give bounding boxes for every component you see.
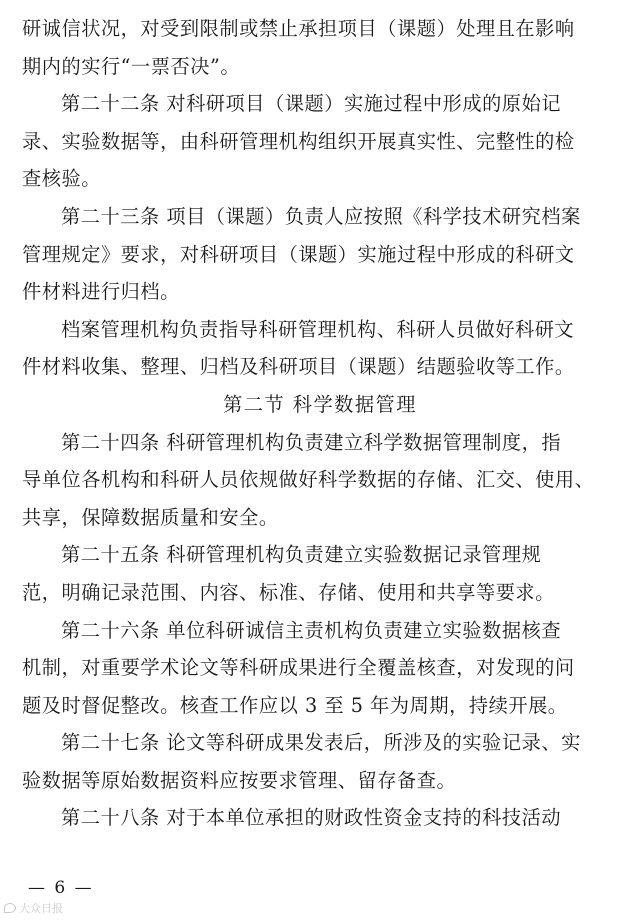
watermark — [4, 900, 63, 916]
watermark-text: 大众日报 — [19, 902, 63, 915]
page-number: — 6 — — [28, 878, 94, 898]
paragraph-line: 机制，对重要学术论文等科研成果进行全覆盖核查，对发现的问 — [22, 656, 575, 680]
paragraph-line: 第二十八条 对于本单位承担的财政性资金支持的科技活动 — [61, 806, 562, 830]
paragraph-line: 第二十四条 科研管理机构负责建立科学数据管理制度，指 — [61, 430, 562, 454]
document-body — [22, 10, 618, 837]
paragraph-line: 第二十六条 单位科研诚信主责机构负责建立实验数据核查 — [61, 618, 562, 642]
document-page — [22, 10, 618, 837]
paragraph-line: 档案管理机构负责指导科研管理机构、科研人员做好科研文 — [61, 317, 575, 341]
paragraph-line: 查核验。 — [22, 167, 101, 191]
paragraph-line: 共享，保障数据质量和安全。 — [22, 505, 279, 529]
watermark-logo-icon — [4, 903, 16, 913]
paragraph-line: 管理规定》要求，对科研项目（课题）实施过程中形成的科研文 — [22, 242, 575, 266]
paragraph-line: 研诚信状况，对受到限制或禁止承担项目（课题）处理且在影响 — [22, 17, 575, 40]
paragraph-line: 第二十二条 对科研项目（课题）实施过程中形成的原始记 — [61, 92, 562, 116]
paragraph-line: 第二十七条 论文等科研成果发表后，所涉及的实验记录、实 — [61, 731, 581, 755]
paragraph-line: 期内的实行“一票否决”。 — [22, 54, 241, 78]
paragraph-line: 范，明确记录范围、内容、标准、存储、使用和共享等要求。 — [22, 580, 555, 604]
paragraph-line: 导单位各机构和科研人员依规做好科学数据的存储、汇交、使用、 — [22, 468, 595, 492]
paragraph-line: 题及时督促整改。核查工作应以 3 至 5 年为周期，持续开展。 — [22, 693, 568, 717]
paragraph-line: 录、实验数据等，由科研管理机构组织开展真实性、完整性的检 — [22, 129, 575, 153]
paragraph-line: 件材料进行归档。 — [22, 280, 180, 304]
paragraph-line: 件材料收集、整理、归档及科研项目（课题）结题验收等工作。 — [22, 355, 575, 379]
section-heading: 第二节 科学数据管理 — [223, 392, 417, 416]
paragraph-line: 第二十五条 科研管理机构负责建立实验数据记录管理规 — [61, 543, 542, 567]
paragraph-line: 第二十三条 项目（课题）负责人应按照《科学技术研究档案 — [61, 204, 581, 228]
paragraph-line: 验数据等原始数据资料应按要求管理、留存备查。 — [22, 768, 457, 792]
